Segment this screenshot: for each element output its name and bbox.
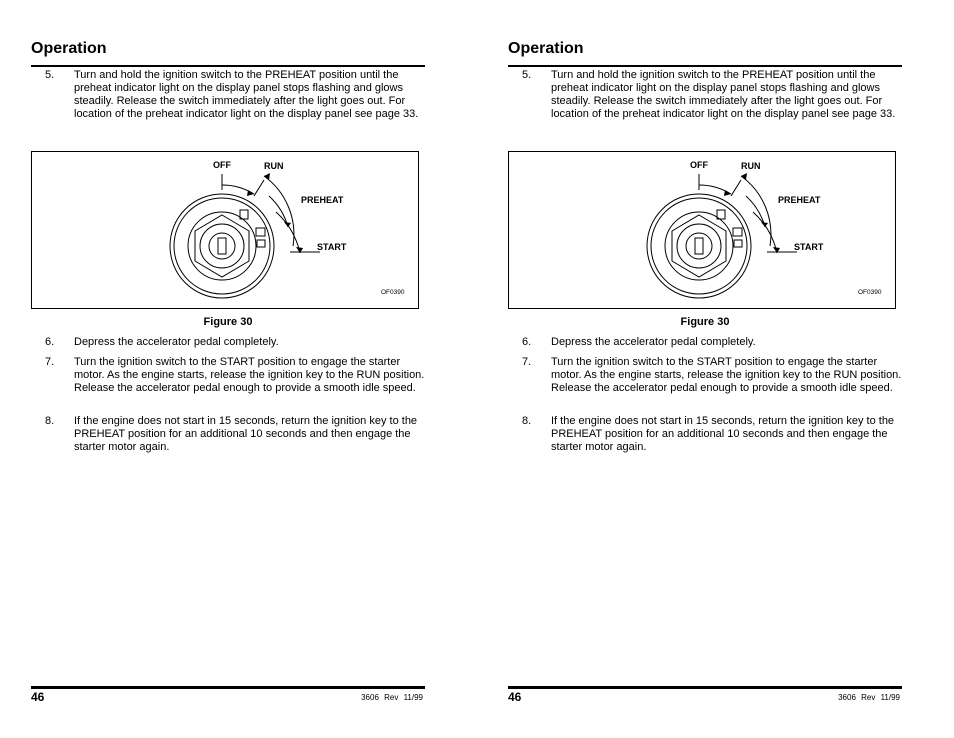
ignition-switch-diagram <box>32 152 420 310</box>
step-number: 5. <box>45 69 55 81</box>
page-left <box>31 0 425 738</box>
step-number: 6. <box>522 336 532 348</box>
step-6 <box>45 336 425 349</box>
step-text: Turn the ignition switch to the START position to engage the starter motor. As the engine starts, release the ignition key to the RUN position. Release the accelerator pedal enough to provide a smooth idle speed. <box>74 356 425 394</box>
step-text: Turn and hold the ignition switch to the PREHEAT position until the preheat indicator light on the display panel stops flashing and glows steadily. Release the switch immediately after the light goes out. For location of the preheat indicator light on the display panel see page 33. <box>551 69 896 120</box>
figure-ignition-switch <box>508 151 896 309</box>
step-text: Depress the accelerator pedal completely. <box>551 336 756 348</box>
page-number: 46 <box>508 690 522 704</box>
off-label: OFF <box>213 160 231 170</box>
step-number: 8. <box>45 415 55 427</box>
header-rule <box>508 65 902 67</box>
revision-note: 3606 Rev 11/99 <box>361 693 423 702</box>
step-8 <box>45 415 425 454</box>
figure-code: OF0390 <box>858 289 882 296</box>
step-7 <box>45 356 425 395</box>
step-number: 7. <box>45 356 55 368</box>
start-label: START <box>794 242 824 252</box>
step-text: If the engine does not start in 15 seconds, return the ignition key to the PREHEAT position for an additional 10 seconds and then engage the starter motor again. <box>551 415 895 453</box>
page-number: 46 <box>31 690 45 704</box>
step-6 <box>522 336 902 349</box>
step-text: Depress the accelerator pedal completely. <box>74 336 279 348</box>
step-8 <box>522 415 902 454</box>
ignition-switch-diagram <box>509 152 897 310</box>
step-number: 6. <box>45 336 55 348</box>
step-text: If the engine does not start in 15 seconds, return the ignition key to the PREHEAT position for an additional 10 seconds and then engage the starter motor again. <box>74 415 418 453</box>
start-label: START <box>317 242 347 252</box>
step-number: 7. <box>522 356 532 368</box>
revision-note: 3606 Rev 11/99 <box>838 693 900 702</box>
step-text: Turn the ignition switch to the START position to engage the starter motor. As the engine starts, release the ignition key to the RUN position. Release the accelerator pedal enough to provide a smooth idle speed. <box>551 356 902 394</box>
run-label: RUN <box>741 161 761 171</box>
step-5 <box>45 69 425 121</box>
page-right <box>508 0 902 738</box>
step-7 <box>522 356 902 395</box>
figure-code: OF0390 <box>381 289 405 296</box>
footer-rule <box>508 686 902 689</box>
header-rule <box>31 65 425 67</box>
page-title: Operation <box>508 40 584 57</box>
footer-rule <box>31 686 425 689</box>
step-number: 8. <box>522 415 532 427</box>
run-label: RUN <box>264 161 284 171</box>
off-label: OFF <box>690 160 708 170</box>
preheat-label: PREHEAT <box>778 195 821 205</box>
preheat-label: PREHEAT <box>301 195 344 205</box>
step-5 <box>522 69 902 121</box>
step-text: Turn and hold the ignition switch to the PREHEAT position until the preheat indicator light on the display panel stops flashing and glows steadily. Release the switch immediately after the light goes out. For location of the preheat indicator light on the display panel see page 33. <box>74 69 419 120</box>
figure-ignition-switch <box>31 151 419 309</box>
figure-caption: Figure 30 <box>680 316 730 328</box>
figure-caption: Figure 30 <box>203 316 253 328</box>
page-title: Operation <box>31 40 107 57</box>
step-number: 5. <box>522 69 532 81</box>
